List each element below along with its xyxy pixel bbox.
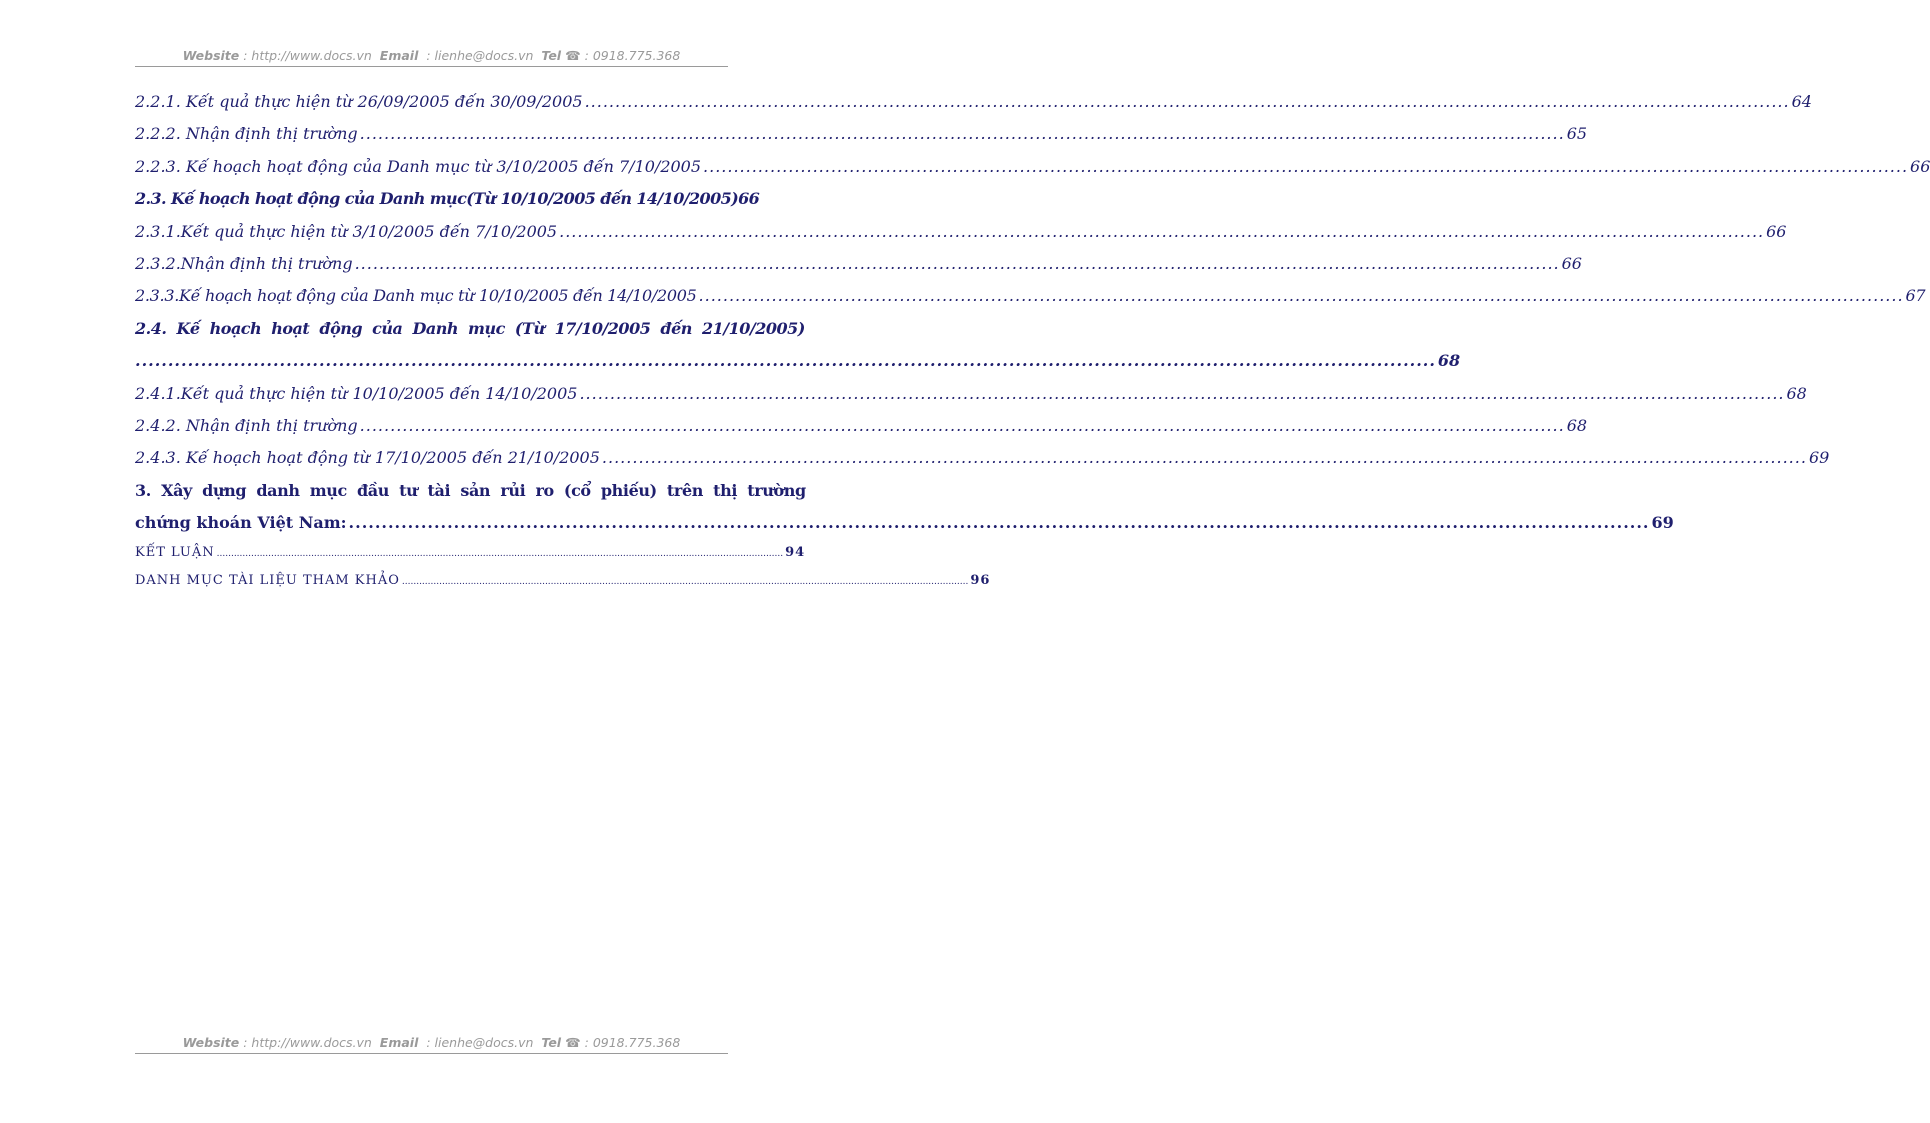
toc-leader-dots — [579, 384, 1784, 403]
toc-entry[interactable] — [135, 448, 1830, 480]
toc-entry-title: 2.4. Kế hoạch hoạt động của Danh mục (Từ 17/10/2005 đến 21/10/2005) — [135, 318, 805, 338]
website-label: Website — [182, 1035, 240, 1050]
toc-entry-page: 66 — [1766, 221, 1787, 241]
toc-entry-title: 2.2.2. Nhận định thị trường — [135, 124, 358, 144]
toc-entry-chapter[interactable] — [135, 480, 806, 513]
toc-entry-page: 66 — [738, 189, 760, 209]
toc-entry[interactable] — [135, 221, 1787, 254]
toc-entry-title: 2.2.3. Kế hoạch hoạt động của Danh mục từ 3/10/2005 đến 7/10/2005 — [135, 156, 702, 176]
toc-leader-dots — [355, 254, 1560, 273]
page-footer — [135, 1035, 728, 1054]
toc-entry-page: 64 — [1791, 92, 1812, 111]
toc-leader-dots — [402, 577, 968, 587]
tel-label: Tel — [541, 48, 562, 63]
toc-entry-page: 66 — [1910, 156, 1930, 176]
toc-entry-page: 69 — [1808, 448, 1830, 468]
email-label: Email — [379, 48, 419, 63]
tel-label: Tel — [541, 1035, 562, 1050]
toc-leader-dots — [360, 416, 1565, 435]
table-of-contents — [135, 92, 1930, 601]
toc-entry-title: 2.4.3. Kế hoạch hoạt động từ 17/10/2005 đến 21/10/2005 — [135, 448, 600, 468]
toc-entry-title: 2.4.2. Nhận định thị trường — [135, 415, 358, 435]
toc-entry[interactable] — [135, 156, 1930, 189]
toc-entry-title: chứng khoán Việt Nam: — [135, 513, 347, 533]
toc-leader-dots — [585, 92, 1790, 111]
toc-entry-page: 68 — [1786, 383, 1807, 403]
toc-entry[interactable] — [135, 253, 1582, 286]
email-value[interactable]: : lienhe@docs.vn — [426, 1035, 534, 1050]
toc-leader-dots — [217, 549, 783, 559]
toc-entry-chapter-continued[interactable] — [135, 513, 1674, 545]
website-value[interactable]: : http://www.docs.vn — [243, 48, 372, 63]
toc-entry[interactable] — [135, 383, 1807, 416]
toc-entry-page: 94 — [785, 545, 806, 561]
toc-entry-title: 2.3.1.Kết quả thực hiện từ 3/10/2005 đến 7/10/2005 — [135, 221, 558, 241]
toc-entry-title: 2.3.2.Nhận định thị trường — [135, 253, 353, 273]
toc-entry[interactable] — [135, 286, 1926, 318]
phone-icon: ☎ — [565, 48, 581, 63]
toc-entry-title: 2.3. Kế hoạch hoạt động của Danh mục(Từ 10/10/2005 đến 14/10/2005) — [135, 189, 739, 209]
toc-entry-title: DANH MỤC TÀI LIỆU THAM KHẢO — [135, 573, 400, 589]
email-label: Email — [379, 1035, 419, 1050]
toc-leader-dots — [135, 351, 1436, 370]
toc-entry-title: 2.4.1.Kết quả thực hiện từ 10/10/2005 đến 14/10/2005 — [135, 383, 578, 403]
toc-entry-page: 66 — [1561, 253, 1582, 273]
toc-entry-title: 3. Xây dựng danh mục đầu tư tài sản rủi ro (cổ phiếu) trên thị trường — [135, 480, 806, 500]
website-label: Website — [182, 48, 240, 63]
tel-value: : 0918.775.368 — [584, 48, 681, 63]
toc-entry-title: KẾT LUẬN — [135, 545, 215, 561]
toc-entry-page: 67 — [1905, 286, 1926, 306]
toc-entry-page: 69 — [1651, 513, 1674, 533]
email-value[interactable]: : lienhe@docs.vn — [426, 48, 534, 63]
toc-entry-page: 96 — [970, 573, 991, 589]
toc-entry-references[interactable] — [135, 573, 991, 601]
toc-entry-page: 68 — [1437, 351, 1461, 371]
toc-entry[interactable] — [135, 415, 1588, 448]
website-value[interactable]: : http://www.docs.vn — [243, 1035, 372, 1050]
toc-leader-dots — [349, 513, 1650, 532]
page-header — [135, 48, 728, 67]
toc-entry-section[interactable] — [135, 189, 760, 221]
toc-entry[interactable] — [135, 124, 1588, 156]
phone-icon: ☎ — [565, 1035, 581, 1050]
toc-leader-dots — [559, 222, 1764, 241]
toc-entry[interactable] — [135, 92, 1812, 124]
toc-leader-dots — [699, 286, 1904, 305]
toc-entry-conclusion[interactable] — [135, 545, 806, 573]
toc-entry-page: 68 — [1566, 415, 1588, 435]
toc-entry-title: 2.3.3.Kế hoạch hoạt động của Danh mục từ 10/10/2005 đến 14/10/2005 — [135, 286, 697, 306]
toc-leader-dots — [602, 448, 1807, 467]
toc-entry-section[interactable] — [135, 318, 805, 351]
toc-entry-section-continued[interactable] — [135, 351, 1461, 383]
toc-entry-page: 65 — [1566, 124, 1588, 144]
toc-leader-dots — [360, 124, 1565, 143]
toc-entry-title: 2.2.1. Kết quả thực hiện từ 26/09/2005 đến 30/09/2005 — [135, 92, 583, 111]
toc-leader-dots — [703, 157, 1908, 176]
tel-value: : 0918.775.368 — [584, 1035, 681, 1050]
